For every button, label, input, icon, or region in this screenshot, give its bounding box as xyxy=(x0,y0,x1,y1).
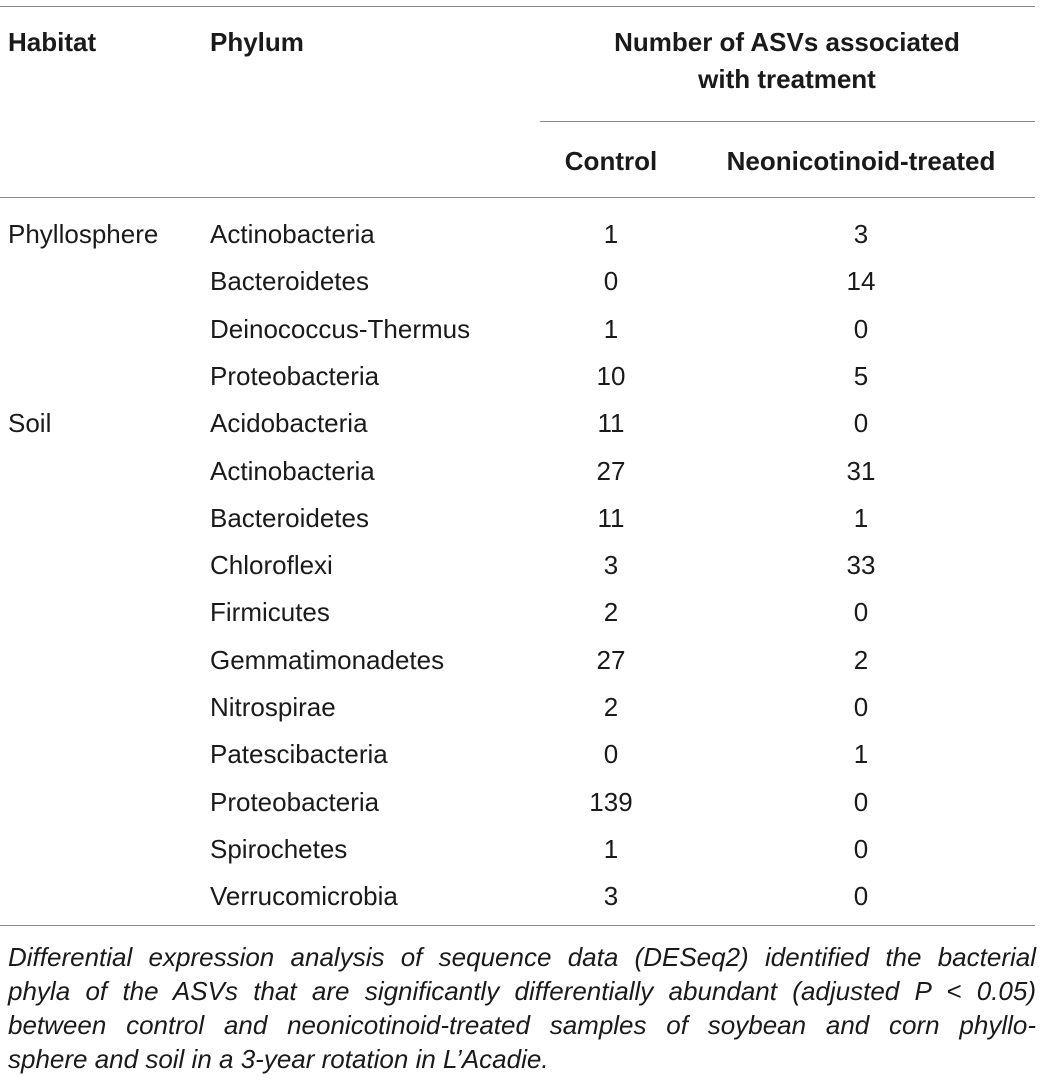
table-bottom-rule xyxy=(0,925,1035,926)
cell-phylum: Proteobacteria xyxy=(210,361,380,391)
cell-habitat: Soil xyxy=(8,408,52,438)
cell-control: 0 xyxy=(603,266,619,296)
caption-line: sphere and soil in a 3-year rotation in L’Acadie. xyxy=(8,1044,549,1074)
cell-phylum: Patescibacteria xyxy=(210,739,388,769)
cell-phylum: Gemmatimonadetes xyxy=(210,645,445,675)
cell-control: 2 xyxy=(603,692,619,722)
cell-habitat: Phyllosphere xyxy=(8,219,159,249)
cell-control: 27 xyxy=(596,645,626,675)
header-bottom-rule xyxy=(0,197,1035,198)
cell-control: 3 xyxy=(603,550,619,580)
cell-treated: 14 xyxy=(846,266,876,296)
header-control: Control xyxy=(564,146,658,176)
cell-phylum: Deinococcus-Thermus xyxy=(210,314,471,344)
cell-phylum: Actinobacteria xyxy=(210,219,375,249)
cell-phylum: Actinobacteria xyxy=(210,456,375,486)
cell-control: 3 xyxy=(603,881,619,911)
cell-treated: 0 xyxy=(853,314,869,344)
cell-control: 0 xyxy=(603,739,619,769)
cell-treated: 0 xyxy=(853,787,869,817)
cell-treated: 31 xyxy=(846,456,876,486)
table-caption xyxy=(8,940,1036,1076)
cell-treated: 0 xyxy=(853,881,869,911)
cell-treated: 0 xyxy=(853,408,869,438)
cell-phylum: Nitrospirae xyxy=(210,692,336,722)
group-header-rule xyxy=(540,121,1035,122)
cell-treated: 0 xyxy=(853,692,869,722)
cell-treated: 0 xyxy=(853,834,869,864)
cell-control: 1 xyxy=(603,219,619,249)
caption-line: phyla of the ASVs that are significantly differentially abundant (adjusted P < 0.05) xyxy=(8,976,1036,1006)
cell-treated: 33 xyxy=(846,550,876,580)
header-group-line2: with treatment xyxy=(698,64,876,94)
cell-treated: 0 xyxy=(853,597,869,627)
cell-control: 1 xyxy=(603,834,619,864)
cell-phylum: Chloroflexi xyxy=(210,550,333,580)
cell-control: 11 xyxy=(597,503,625,533)
cell-treated: 1 xyxy=(853,503,869,533)
cell-treated: 5 xyxy=(853,361,869,391)
header-phylum: Phylum xyxy=(210,27,304,57)
cell-phylum: Proteobacteria xyxy=(210,787,380,817)
cell-phylum: Bacteroidetes xyxy=(210,266,369,296)
cell-treated: 3 xyxy=(853,219,869,249)
caption-line: between control and neonicotinoid-treated samples of soybean and corn phyllo- xyxy=(8,1010,1036,1040)
cell-phylum: Bacteroidetes xyxy=(210,503,369,533)
cell-control: 139 xyxy=(589,787,633,817)
cell-control: 10 xyxy=(596,361,626,391)
cell-treated: 1 xyxy=(853,739,869,769)
header-treated: Neonicotinoid-treated xyxy=(726,146,996,176)
header-group-line1: Number of ASVs associated xyxy=(614,27,960,57)
cell-phylum: Spirochetes xyxy=(210,834,348,864)
cell-treated: 2 xyxy=(853,645,869,675)
cell-phylum: Verrucomicrobia xyxy=(210,881,398,911)
cell-control: 1 xyxy=(603,314,619,344)
header-habitat: Habitat xyxy=(8,27,97,57)
cell-phylum: Acidobacteria xyxy=(210,408,368,438)
cell-phylum: Firmicutes xyxy=(210,597,330,627)
cell-control: 2 xyxy=(603,597,619,627)
cell-control: 27 xyxy=(596,456,626,486)
cell-control: 11 xyxy=(597,408,625,438)
table-top-rule xyxy=(0,6,1035,7)
caption-line: Differential expression analysis of sequence data (DESeq2) identified the bacterial xyxy=(8,942,1036,972)
